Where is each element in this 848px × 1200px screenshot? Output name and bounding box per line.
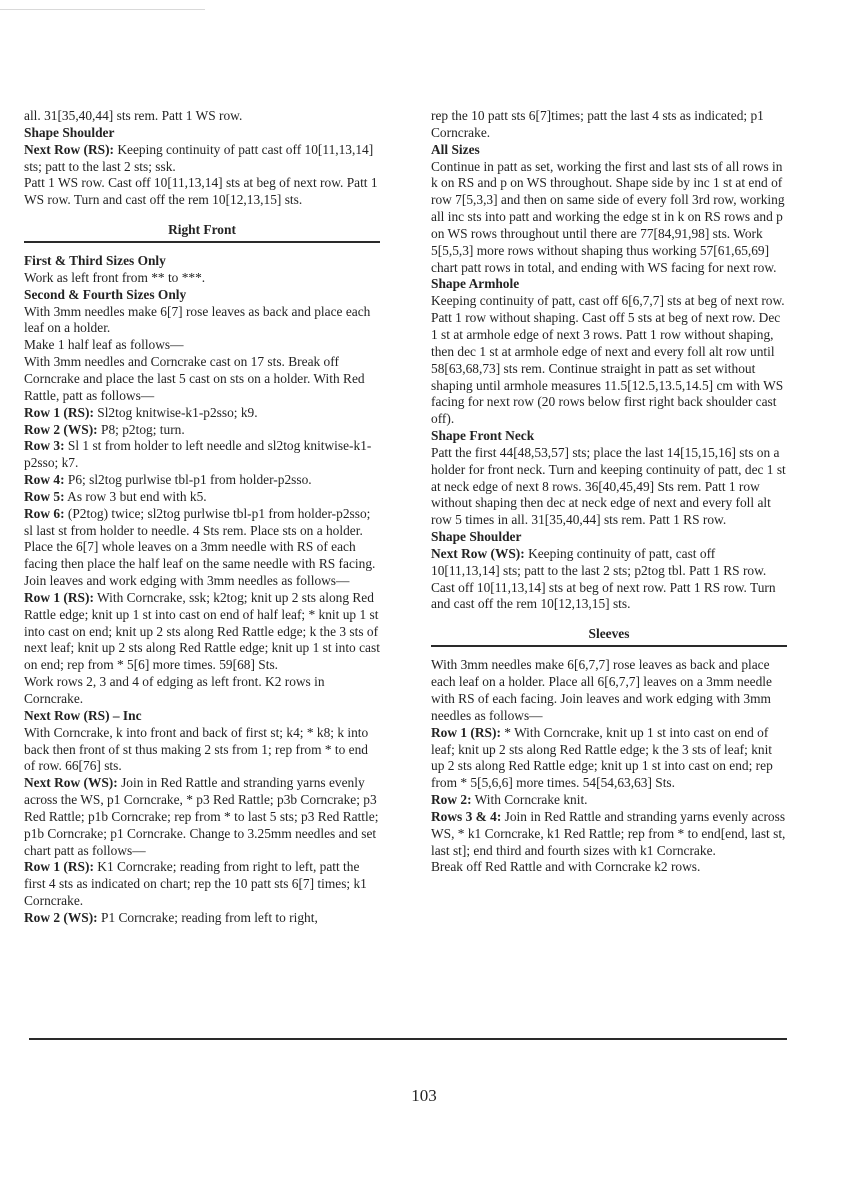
instruction-label: Rows 3 & 4: <box>431 808 502 824</box>
instruction-label: Row 2 (WS): <box>24 421 98 437</box>
instruction-paragraph <box>431 859 787 876</box>
instruction-paragraph <box>24 674 380 708</box>
instruction-paragraph <box>24 354 380 405</box>
instruction-paragraph <box>431 546 787 613</box>
instruction-label: Shape Shoulder <box>24 124 115 140</box>
instruction-paragraph <box>24 422 380 439</box>
instruction-text: Break off Red Rattle and with Corncrake k2 rows. <box>431 859 701 875</box>
section-title-sleeves: Sleeves <box>588 626 630 642</box>
instruction-text: With 3mm needles and Corncrake cast on 17 sts. Break off Corncrake and place the last 5 cast on sts on a holder. With Red Rattle, patt as follows— <box>24 354 365 403</box>
instruction-text: Sl2tog knitwise-k1-p2sso; k9. <box>93 404 258 420</box>
instruction-paragraph <box>431 657 787 724</box>
instruction-label: Row 3: <box>24 438 65 454</box>
instruction-paragraph <box>431 445 787 529</box>
instruction-text: (P2tog) twice; sl2tog purlwise tbl-p1 from holder-p2sso; sl last st from holder to needle. 4 Sts rem. Place sts on a holder. <box>24 505 371 538</box>
instruction-paragraph <box>431 792 787 809</box>
instruction-text: Make 1 half leaf as follows— <box>24 337 184 353</box>
instruction-paragraph <box>24 725 380 776</box>
instruction-text: Sl 1 st from holder to left needle and sl2tog knitwise-k1-p2sso; k7. <box>24 438 372 471</box>
instruction-text: Keeping continuity of patt, cast off 6[6,7,7] sts at beg of next row. Patt 1 row without shaping. Cast off 5 sts at beg of next row. Dec 1 st at armhole edge of next 3 rows. Patt 1 row without shaping, then dec 1 st at armhole edge of next and every foll alt row until 58[63,68,73] sts rem. Continue straight in patt as set without shaping until armhole measures 11.5[12.5,13.5,14.5] cm with WS facing for next row (20 rows below first right back shoulder cast off). <box>431 293 785 427</box>
instruction-label: Shape Armhole <box>431 276 520 292</box>
instruction-text: Work as left front from ** to ***. <box>24 269 206 285</box>
instruction-text: With 3mm needles make 6[6,7,7] rose leaves as back and place each leaf on a holder. Place all 6[6,7,7] leaves on a 3mm needle with RS of each facing. Join leaves and work edging with 3mm needles as follows— <box>431 657 772 723</box>
instruction-text: Join in Red Rattle and stranding yarns evenly across WS, * k1 Corncrake, k1 Red Rattle; rep from * to end[end, last st, last st]; end third and fourth sizes with k1 Corncrake. <box>431 808 786 858</box>
instruction-paragraph <box>24 539 380 590</box>
instruction-text: With Corncrake knit. <box>471 792 588 808</box>
instruction-label: Row 1 (RS): <box>431 724 501 740</box>
instruction-paragraph <box>24 590 380 674</box>
instruction-text: As row 3 but end with k5. <box>64 488 207 504</box>
instruction-text: P1 Corncrake; reading from left to right, <box>97 909 318 925</box>
instruction-text: * With Corncrake, knit up 1 st into cast on end of leaf; knit up 2 sts along Red Rattle edge; k the 3 sts of leaf; knit up 2 sts along Red Rattle edge; knit up 1 st into cast on end; rep from * 5[5,6,6] more times. 54[54,63,63] Sts. <box>431 724 773 791</box>
instruction-paragraph <box>24 125 380 142</box>
left-intro-block <box>24 108 380 209</box>
instruction-paragraph <box>431 725 787 792</box>
instruction-paragraph <box>431 293 787 428</box>
instruction-paragraph <box>24 108 380 125</box>
footer-rule <box>29 1038 787 1040</box>
instruction-paragraph <box>24 708 380 725</box>
instruction-label: Next Row (WS): <box>431 545 525 561</box>
instruction-paragraph <box>431 276 787 293</box>
right-intro-block <box>431 108 787 613</box>
instruction-text: P8; p2tog; turn. <box>97 421 185 437</box>
instruction-paragraph <box>24 253 380 270</box>
section-divider <box>431 645 787 647</box>
instruction-text: With Corncrake, ssk; k2tog; knit up 2 sts along Red Rattle edge; knit up 1 st into cast on end of half leaf; * knit up 1 st into cast on end; knit up 2 sts along Red Rattle edge; k the 3 sts of next leaf; knit up 2 sts along Red Rattle edge; knit up 1 st into cast on end; rep from * 5[6] more times. 59[68] Sts. <box>24 589 380 673</box>
instruction-label: Shape Front Neck <box>431 428 535 444</box>
instruction-paragraph <box>24 175 380 209</box>
instruction-paragraph <box>431 159 787 277</box>
instruction-label: Row 1 (RS): <box>24 589 94 605</box>
instruction-paragraph <box>431 529 787 546</box>
instruction-paragraph <box>431 428 787 445</box>
instruction-text: Place the 6[7] whole leaves on a 3mm needle with RS of each facing then place the half leaf on the same needle with RS facing. Join leaves and work edging with 3mm needles as follows— <box>24 539 376 589</box>
instruction-label: Next Row (RS) – Inc <box>24 707 142 723</box>
instruction-paragraph <box>24 304 380 338</box>
instruction-label: Row 1 (RS): <box>24 404 94 420</box>
section-divider <box>24 241 380 243</box>
instruction-label: Row 4: <box>24 472 65 488</box>
instruction-paragraph <box>24 859 380 910</box>
instruction-text: Continue in patt as set, working the first and last sts of all rows in k on RS and p on WS throughout. Shape side by inc 1 st at end of row 7[5,3,3] and then on same side of every foll 3rd row, working all inc sts into patt and working the edge st in k on RS rows and p on WS rows throughout until there are 77[84,91,98] sts. Work 5[5,5,3] more rows without shaping thus working 57[61,65,69] chart patt rows in total, and ending with WS facing for next row. <box>431 158 785 275</box>
instruction-label: Shape Shoulder <box>431 529 522 545</box>
instruction-paragraph <box>24 287 380 304</box>
instruction-paragraph <box>431 108 787 142</box>
instruction-paragraph <box>24 337 380 354</box>
instruction-paragraph <box>24 142 380 176</box>
instruction-text: Work rows 2, 3 and 4 of edging as left front. K2 rows in Corncrake. <box>24 674 325 706</box>
right-column <box>431 108 787 876</box>
instruction-label: Row 2 (WS): <box>24 909 98 925</box>
left-body-block <box>24 253 380 927</box>
instruction-text: P6; sl2tog purlwise tbl-p1 from holder-p2sso. <box>64 472 312 488</box>
instruction-paragraph <box>24 506 380 540</box>
instruction-text: Patt 1 WS row. Cast off 10[11,13,14] sts at beg of next row. Patt 1 WS row. Turn and cast off the rem 10[12,13,15] sts. <box>24 175 378 208</box>
instruction-paragraph <box>24 489 380 506</box>
instruction-paragraph <box>24 438 380 472</box>
instruction-paragraph <box>431 809 787 860</box>
instruction-text: Keeping continuity of patt cast off 10[11,13,14] sts; patt to the last 2 sts; ssk. <box>24 141 374 174</box>
instruction-label: Row 2: <box>431 792 472 808</box>
section-title-right-front: Right Front <box>168 222 236 238</box>
left-column <box>24 108 380 927</box>
instruction-text: all. 31[35,40,44] sts rem. Patt 1 WS row. <box>24 108 243 123</box>
page-number: 103 <box>411 1086 437 1105</box>
instruction-text: Patt the first 44[48,53,57] sts; place the last 14[15,15,16] sts on a holder for front neck. Turn and keeping continuity of patt, dec 1 st at neck edge of next 8 rows. 36[40,45,49] Sts rem. Patt 1 row without shaping then dec at neck edge of next and every foll alt row 5 times in all. 31[35,40,44] sts rem. Patt 1 RS row. <box>431 444 786 528</box>
instruction-label: Next Row (RS): <box>24 141 114 157</box>
instruction-text: rep the 10 patt sts 6[7]times; patt the last 4 sts as indicated; p1 Corncrake. <box>431 108 764 140</box>
instruction-label: All Sizes <box>431 141 480 157</box>
instruction-label: Row 1 (RS): <box>24 859 94 875</box>
instruction-text: With 3mm needles make 6[7] rose leaves as back and place each leaf on a holder. <box>24 303 371 336</box>
instruction-text: Keeping continuity of patt, cast off 10[11,13,14] sts; patt to the last 2 sts; p2tog tbl. Patt 1 RS row. Cast off 10[11,13,14] sts at beg of next row. Patt 1 RS row. Turn and cast off the rem 10[12,13,15] sts. <box>431 545 776 612</box>
instruction-text: With Corncrake, k into front and back of first st; k4; * k8; k into back then front of st thus making 2 sts from 1; rep from * to end of row. 66[76] sts. <box>24 724 369 774</box>
instruction-label: First & Third Sizes Only <box>24 253 166 269</box>
instruction-paragraph <box>24 270 380 287</box>
instruction-paragraph <box>24 405 380 422</box>
instruction-text: Join in Red Rattle and stranding yarns evenly across the WS, p1 Corncrake, * p3 Red Rattle; p3b Corncrake; p3 Red Rattle; p1b Corncrake; rep from * to last 5 sts; p3 Red Rattle; p1b Corncrake; p1 Corncrake. Change to 3.25mm needles and set chart patt as follows— <box>24 775 379 858</box>
instruction-paragraph <box>431 142 787 159</box>
instruction-paragraph <box>24 775 380 859</box>
scan-edge-line <box>0 9 205 10</box>
instruction-paragraph <box>24 472 380 489</box>
instruction-label: Row 6: <box>24 505 65 521</box>
instruction-label: Row 5: <box>24 488 65 504</box>
instruction-paragraph <box>24 910 380 927</box>
right-body-block <box>431 657 787 876</box>
instruction-text: K1 Corncrake; reading from right to left, patt the first 4 sts as indicated on chart; rep the 10 patt sts 6[7] times; k1 Corncrake. <box>24 859 367 909</box>
instruction-label: Second & Fourth Sizes Only <box>24 286 187 302</box>
instruction-label: Next Row (WS): <box>24 775 118 791</box>
